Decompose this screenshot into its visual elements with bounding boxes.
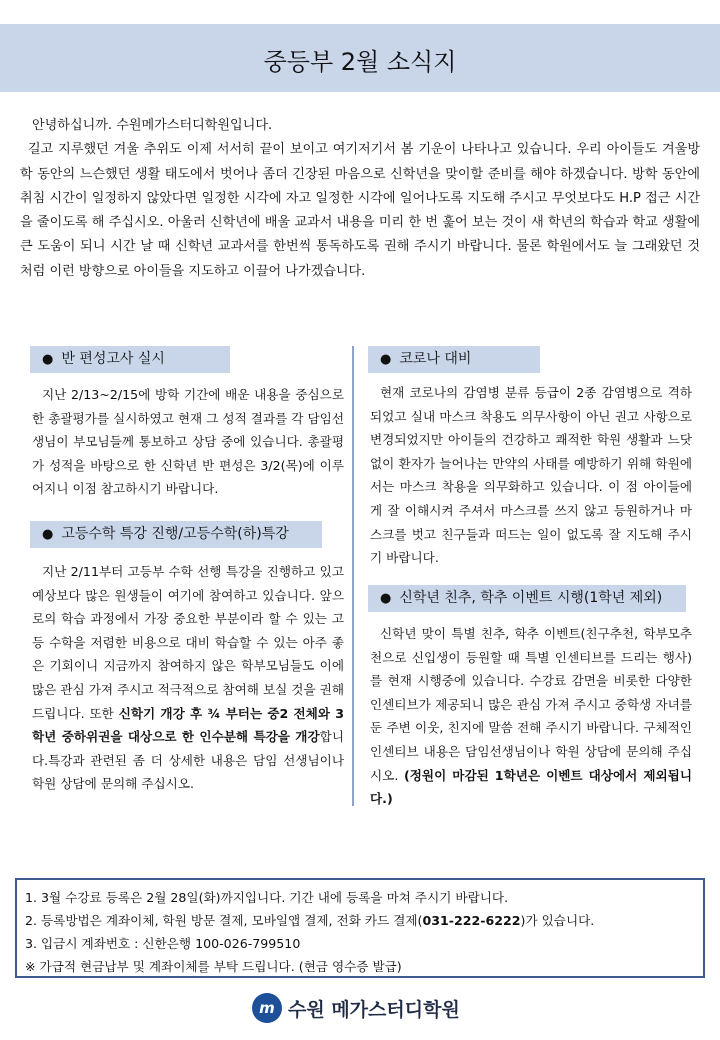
section-body-high-school-math xyxy=(32,560,344,796)
notice-box xyxy=(15,878,705,978)
paragraph-text: 지난 2/11부터 고등부 수학 선행 특강을 진행하고 있고 예상보다 많은 원생들이 여기에 참여하고 있습니다. 앞으로의 학습 과정에서 가장 중요한 부분이라 할 수 있는 고등 수학을 저렴한 비용으로 대비 학습할 수 있는 아주 좋은 기회이니 지금까지 참여하지 않은 학부모님들도 이에 많은 관심 가져 주시고 적극적으로 참여해 보실 것을 권해 드립니다. 또한 xyxy=(32,564,344,721)
bullet-icon: ● xyxy=(42,527,54,542)
bullet-icon: ● xyxy=(42,352,54,367)
notice-line-3: 3. 입금시 계좌번호 : 신한은행 100-026-799510 xyxy=(25,936,301,951)
section-paragraph xyxy=(32,560,344,796)
intro-body: 길고 지루했던 겨울 추위도 이제 서서히 끝이 보이고 여기저기서 봄 기운이 나타나고 있습니다. 우리 아이들도 겨울방학 동안의 느슨했던 생활 태도에서 벗어나 좀더 긴장된 마음으로 신학년을 맞이할 준비를 해야 하겠습니다. 방학 동안에 취침 시간이 일정하지 않았다면 일정한 시각에 자고 일정한 시각에 일어나도록 지도해 주시고 무엇보다도 H.P 접근 시간을 줄이도록 해 주십시오. 아울러 신학년에 배울 교과서 내용을 미리 한 번 훑어 보는 것이 새 학년의 학습과 학교 생활에 큰 도움이 되니 시간 날 때 신학년 교과서를 한번씩 통독하도록 권해 주시기 바랍니다. 물론 학원에서도 늘 그래왔던 것처럼 이런 방향으로 아이들을 지도하고 이끌어 나가겠습니다. xyxy=(20,142,700,279)
section-heading-label: 코로나 대비 xyxy=(399,351,472,367)
logo-mark-icon: m xyxy=(252,993,282,1023)
intro-section xyxy=(20,114,700,284)
title-banner xyxy=(0,24,720,92)
section-heading-label: 신학년 친추, 학추 이벤트 시행(1학년 제외) xyxy=(399,590,663,606)
paragraph-emphasis: (정원이 마감된 1학년은 이벤트 대상에서 제외됩니다.) xyxy=(370,767,692,807)
notice-line-2 xyxy=(25,909,703,932)
intro-greeting: 안녕하십니까. 수원메가스터디학원입니다. xyxy=(32,118,273,133)
section-body-placement-test xyxy=(32,383,344,501)
academy-logo xyxy=(252,992,460,1024)
section-paragraph: 지난 2/13~2/15에 방학 기간에 배운 내용을 중심으로 한 총괄평가를 실시하였고 현재 그 성적 결과를 각 담임선생님이 부모님들께 통보하고 상담 중에 있습니다. 총괄평가 성적을 바탕으로 한 신학년 반 편성은 3/2(목)에 이루어지니 이점 참고하시기 바랍니다. xyxy=(32,387,344,497)
paragraph-emphasis: 신학기 개강 후 ¾ 부터는 중2 전체와 3학년 중하위권을 대상으로 한 인수분해 특강을 개강 xyxy=(32,705,344,745)
bullet-icon: ● xyxy=(380,591,392,606)
bullet-icon: ● xyxy=(380,352,392,367)
section-paragraph: 현재 코로나의 감염병 분류 등급이 2종 감염병으로 격하되었고 실내 마스크 착용도 의무사항이 아닌 권고 사항으로 변경되었지만 아이들의 건강하고 쾌적한 학원 생활과 느닷없이 환자가 늘어나는 만약의 사태를 예방하기 위해 학원에서는 마스크 착용을 의무화하고 있습니다. 이 점 아이들에게 잘 이해시켜 주셔서 마스크를 쓰지 않고 등원하거나 마스크를 벗고 친구들과 떠드는 일이 없도록 잘 지도해 주시기 바랍니다. xyxy=(370,385,692,566)
notice-text: )가 있습니다. xyxy=(520,913,595,928)
section-heading-high-school-math xyxy=(30,521,322,548)
section-paragraph xyxy=(370,622,692,811)
page-title: 중등부 2월 소식지 xyxy=(263,48,457,76)
paragraph-text: 합니다.특강과 관련된 좀 더 상세한 내용은 담임 선생님이나 학원 상담에 문의해 주십시오. xyxy=(32,729,344,792)
section-heading-covid xyxy=(368,346,540,373)
section-body-referral-event xyxy=(370,622,692,811)
notice-text: 2. 등록방법은 계좌이체, 학원 방문 결제, 모바일앱 결제, 전화 카드 결제( xyxy=(25,913,423,928)
section-heading-label: 반 편성고사 실시 xyxy=(61,351,165,367)
column-divider xyxy=(352,346,354,806)
academy-name: 수원 메가스터디학원 xyxy=(288,998,460,1021)
notice-phone: 031-222-6222 xyxy=(422,913,521,928)
section-body-covid xyxy=(370,381,692,570)
paragraph-text: 신학년 맞이 특별 친추, 학추 이벤트(친구추천, 학부모추천으로 신입생이 등원할 때 특별 인센티브를 드리는 행사)를 현재 시행중에 있습니다. 수강료 감면을 비롯한 다양한 인센티브가 제공되니 많은 관심 가져 주시고 중학생 자녀를 둔 주변 이웃, 친지에 말씀 전해 주시기 바랍니다. 구체적인 인센티브 내용은 담임선생님이나 학원 상담에 문의해 주십시오. xyxy=(370,626,692,783)
notice-line-1: 1. 3월 수강료 등록은 2월 28일(화)까지입니다. 기간 내에 등록을 마쳐 주시기 바랍니다. xyxy=(25,890,509,905)
section-heading-label: 고등수학 특강 진행/고등수학(하)특강 xyxy=(61,526,289,542)
notice-line-4: ※ 가급적 현금납부 및 계좌이체를 부탁 드립니다. (현금 영수증 발급) xyxy=(25,959,402,974)
section-heading-placement-test xyxy=(30,346,230,373)
section-heading-referral-event xyxy=(368,585,686,612)
